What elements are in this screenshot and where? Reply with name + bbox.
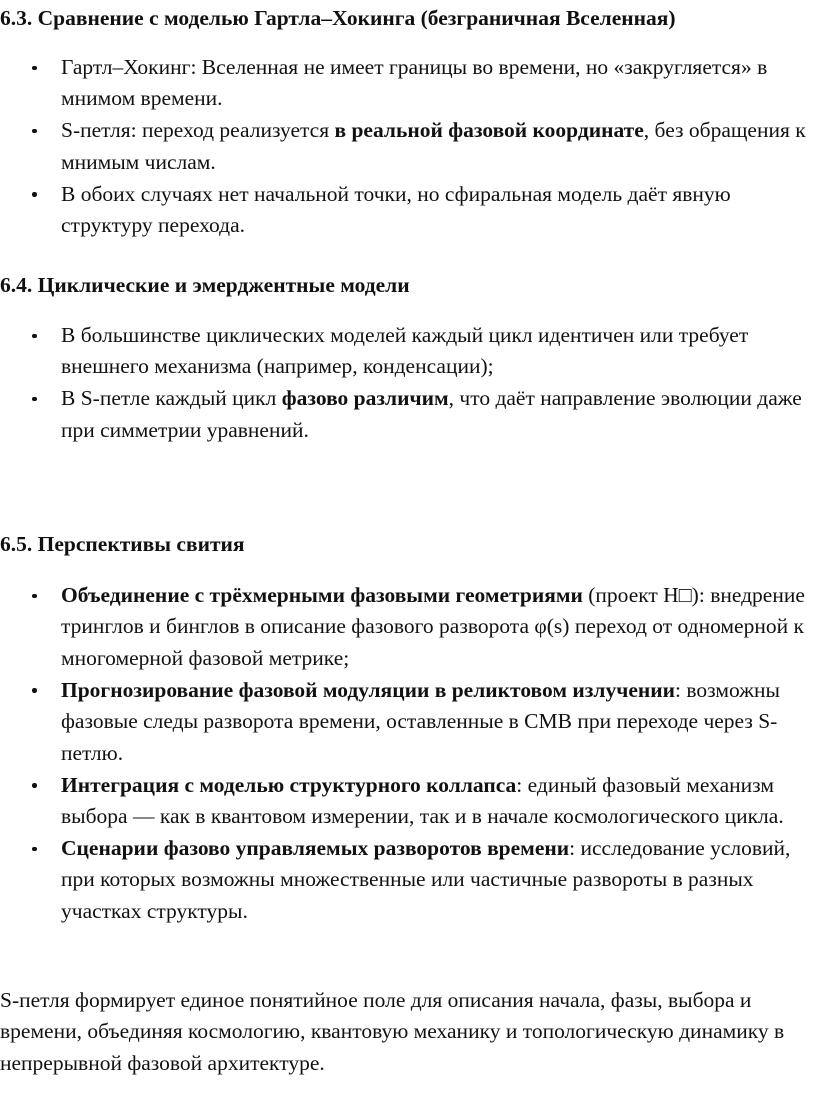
section-heading-6-5: 6.5. Перспективы свития — [0, 532, 245, 556]
list-item: Гартл–Хокинг: Вселенная не имеет границы во времени, но «закругляется» в мнимом времени. — [0, 52, 813, 115]
emphasis-text: фазово различим — [281, 386, 449, 411]
list-item: Сценарии фазово управляемых разворотов времени: исследование условий, при которых возможны множественные или частичные развороты в разных участках структуры. — [0, 833, 813, 927]
section-heading-6-3: 6.3. Сравнение с моделью Гартла–Хокинга (безграничная Вселенная) — [0, 6, 676, 30]
bullet-list-6-3 — [0, 52, 813, 242]
list-item: В S-петле каждый цикл фазово различим, что даёт направление эволюции даже при симметрии уравнений. — [0, 383, 813, 446]
list-item: Объединение с трёхмерными фазовыми геометриями (проект H□): внедрение тринглов и бинглов в описание фазового разворота φ(s) переход от одномерной к многомерной фазовой метрике; — [0, 580, 813, 674]
section-heading-6-4: 6.4. Циклические и эмерджентные модели — [0, 273, 410, 297]
bullet-list-6-4 — [0, 320, 813, 447]
conclusion-paragraph: S-петля формирует единое понятийное поле для описания начала, фазы, выбора и времени, объединяя космологию, квантовую механику и топологическую динамику в непрерывной фазовой архитектуре. — [0, 988, 785, 1075]
emphasis-text: в реальной фазовой координате — [334, 118, 644, 143]
emphasis-text: Прогнозирование фазовой модуляции в реликтовом излучении — [61, 677, 676, 702]
list-item: В обоих случаях нет начальной точки, но сфиральная модель даёт явную структуру перехода. — [0, 179, 813, 242]
list-item: Прогнозирование фазовой модуляции в реликтовом излучении: возможны фазовые следы разворота времени, оставленные в CMB при переходе через S-петлю. — [0, 675, 813, 769]
list-item: Интеграция с моделью структурного коллапса: единый фазовый механизм выбора — как в квантовом измерении, так и в начале космологического цикла. — [0, 770, 813, 833]
bullet-list-6-5 — [0, 580, 813, 928]
emphasis-text: Объединение с трёхмерными фазовыми геометриями — [61, 583, 583, 607]
emphasis-text: Сценарии фазово управляемых разворотов времени — [61, 836, 570, 861]
emphasis-text: Интеграция с моделью структурного коллапса — [61, 772, 517, 797]
list-item: В большинстве циклических моделей каждый цикл идентичен или требует внешнего механизма (например, конденсации); — [0, 320, 813, 383]
list-item: S-петля: переход реализуется в реальной фазовой координате, без обращения к мнимым числам. — [0, 115, 813, 178]
